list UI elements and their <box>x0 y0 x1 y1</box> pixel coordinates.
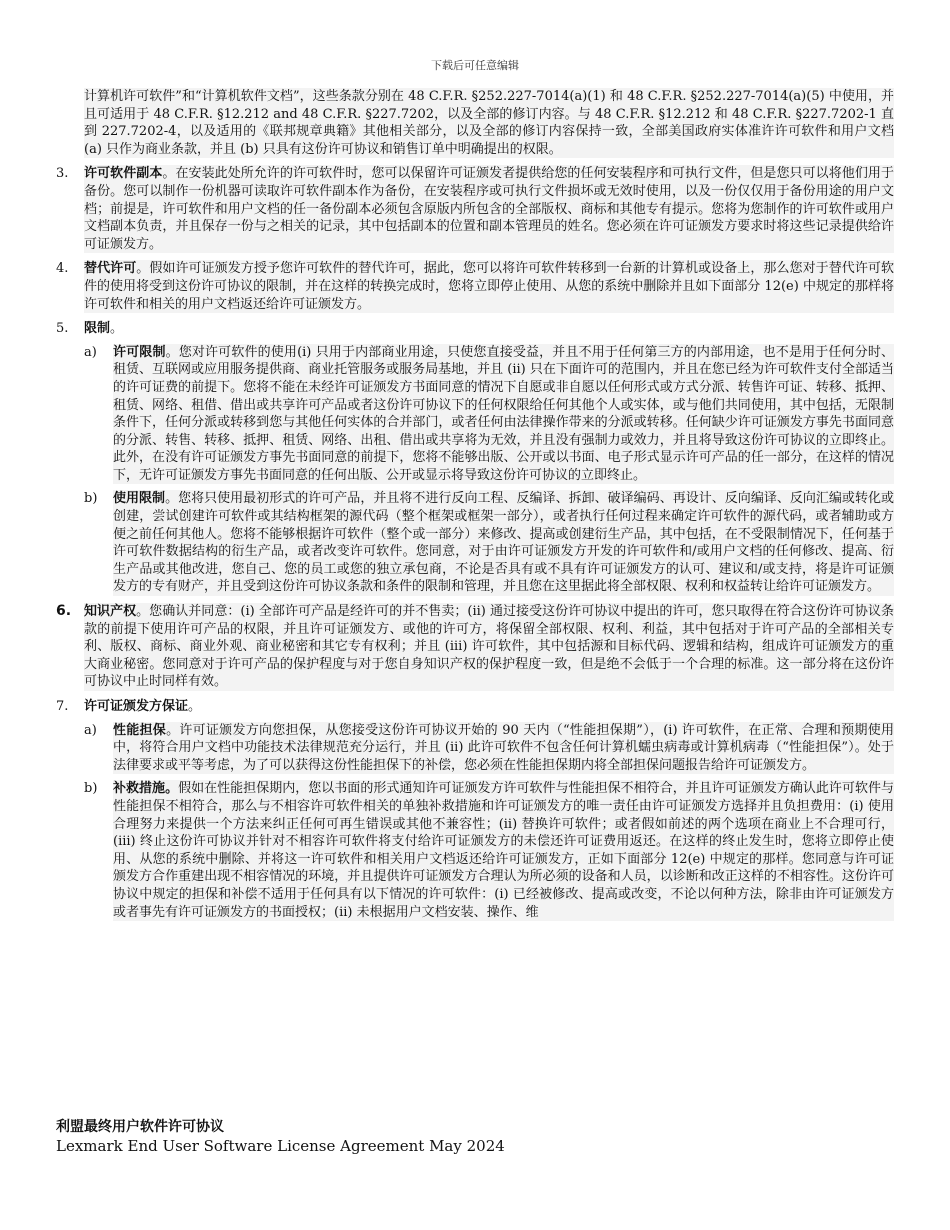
section-title: 知识产权 <box>84 604 137 620</box>
subsection-body <box>113 490 894 596</box>
subsection-number: a) <box>84 344 97 360</box>
section-body <box>84 320 894 338</box>
section-5a <box>84 344 894 485</box>
document-body <box>56 88 894 921</box>
section-text: 。假如许可证颁发方授予您许可软件的替代许可，据此，您可以将许可软件转移到一台新的计算机或设备上，那么您对于替代许可软件的使用将受到这份许可协议的限制，并在这样的转换完成时，您将立即停止使用、从您的系统中删除并且如下面部分 12(e) 中规定的那样将许可软件和相关的用户文档返还给许可证颁发方。 <box>84 261 894 312</box>
section-body <box>84 260 894 313</box>
section-number: 5. <box>56 321 69 337</box>
subsection-text: 。您对许可软件的使用(i) 只用于内部商业用途，只使您直接受益，并且不用于任何第三方的内部用途，也不是用于任何分时、租赁、互联网或应用服务提供商、商业托管服务或服务局基地，并且 (ii) 只在下面许可的范围内，并且在您已经为许可软件支付全部适当的许可证费的前提下。您将不能在未经许可证颁发方书面同意的情况下自愿或非自愿以任何形式或方式分派、转售许可证、转移、抵押、租赁、网络、租借、借出或共享许可产品或者这份许可协议下的任何权限给任何其他个人或实体，或与他们共同使用，其中包括，无限制条件下，任何分派或转移到您与其他任何实体的合并部门，或者任何由法律操作带来的分派或转移。任何缺少许可证颁发方事先书面同意的分派、转售、转移、抵押、租赁、网络、出租、借出或共享将为无效，并且没有强制力或效力，并且将导致这份许可协议的立即终止。此外，在没有许可证颁发方事先书面同意的前提下，您将不能够出版、公开或以书面、电子形式显示许可产品的任一部分，在这样的情况下，无许可证颁发方事先书面同意的任何出版、公开或显示将导致这份许可协议的立即终止。 <box>113 344 894 483</box>
section-number: 6. <box>56 603 72 620</box>
subsection-text: 。您将只使用最初形式的许可产品，并且将不进行反向工程、反编译、拆卸、破译编码、再设计、反向编译、反向汇编或转化或创建，尝试创建许可软件或其结构框架的源代码（整个框架或框架一部分），或者执行任何过程来确定许可软件的源代码，或者辅助或方便之前任何其他人。您将不能够根据许可软件（整个或一部分）来修改、提高或创建衍生产品，其中包括，在不受限制情况下，任何基于许可软件数据结构的衍生产品，或者改变许可软件。您同意，对于由许可证颁发方开发的许可软件和/或用户文档的任何修改、提高、衍生产品或其他改进，您自己、您的员工或您的独立承包商，不论是否具有或不具有许可证颁发方的认可、建议和/或支持，将是许可证颁发方的专有财产，并且受到这份许可协议条款和条件的限制和管理，并且您在这里据此将全部权限、权利和权益转让给许可证颁发方。 <box>113 491 894 595</box>
section-6 <box>56 603 894 691</box>
subsection-body <box>113 344 894 485</box>
section-text: 。您确认并同意：(i) 全部许可产品是经许可的并不售卖；(ii) 通过接受这份许可协议中提出的许可，您只取得在符合这份许可协议条款的前提下使用许可产品的权限，并且许可证颁发方、或他的许可方，将保留全部权限、权利、利益，其中包括对于许可产品的全部相关专利、版权、商标、商业外观、商业秘密和其它专有权利；并且 (iii) 许可软件，其中包括源和目标代码、逻辑和结构，组成许可证颁发方的重大商业秘密。您同意对于许可产品的保护程度与对于您自身知识产权的保护程度一致，但是绝不会低于一个合理的标准。这一部分将在这份许可协议中止时同样有效。 <box>84 604 894 690</box>
section-3 <box>56 165 894 253</box>
section-7a <box>84 722 894 775</box>
section-title: 替代许可 <box>84 261 137 277</box>
section-5 <box>56 320 894 338</box>
subsection-title: 补救措施。 <box>113 781 179 797</box>
footer-title-en: Lexmark End User Software License Agreement May 2024 <box>56 1137 505 1155</box>
section-body <box>84 603 894 691</box>
section-number: 3. <box>56 166 69 182</box>
section-title: 限制 <box>84 321 111 337</box>
section-title: 许可证颁发方保证 <box>84 699 189 714</box>
footer-title-zh: 利盟最终用户软件许可协议 <box>56 1119 224 1135</box>
section-body <box>84 165 894 253</box>
section-number: 4. <box>56 261 69 277</box>
section-7b <box>84 780 894 921</box>
page-header-note: 下载后可任意编辑 <box>431 59 519 72</box>
subsection-title: 许可限制 <box>113 344 166 360</box>
subsection-number: a) <box>84 722 97 738</box>
section-7 <box>56 698 894 716</box>
section-number: 7. <box>56 699 69 714</box>
subsection-number: b) <box>84 491 98 507</box>
subsection-title: 使用限制 <box>113 491 166 507</box>
subsection-body <box>113 722 894 775</box>
page-footer <box>56 1118 505 1156</box>
section-text: 。在安装此处所允许的许可软件时，您可以保留许可证颁发者提供给您的任何安装程序和可执行文件，但是您只可以将他们用于备份。您可以制作一份机器可读取许可软件副本作为备份，在安装程序或可执行文件损坏或无效时使用，以及一份仅仅用于备份用途的用户文档；前提是，许可软件和用户文档的任一备份副本必须包含原版内所包含的全部版权、商标和其他专有提示。您将为您制作的许可软件或用户文档副本负责，并且保存一份与之相关的记录，其中包括副本的位置和副本管理员的姓名。您必须在许可证颁发方要求时将这些记录提供给许可证颁发方。 <box>84 166 894 252</box>
section-body <box>84 698 894 716</box>
intro-paragraph: 计算机许可软件”和“计算机软件文档”，这些条款分别在 48 C.F.R. §252.227-7014(a)(1) 和 48 C.F.R. §252.227-7014(a)(5) 中使用，并且可适用于 48 C.F.R. §12.212 and 48 C.F.R. §227.7202，以及全部的修订内容。与 48 C.F.R. §12.212 和 48 C.F.R. §227.7202-1 直到 227.7202-4，以及适用的《联邦规章典籍》其他相关部分，以及全部的修订内容保持一致，全部美国政府实体准许许可软件和用户文档 (a) 只作为商业条款，并且 (b) 只具有这份许可协议和销售订单中明确提出的权限。 <box>84 89 894 157</box>
subsection-number: b) <box>84 781 98 797</box>
section-4 <box>56 260 894 313</box>
subsection-text: 。许可证颁发方向您担保，从您接受这份许可协议开始的 90 天内（“性能担保期”），(i) 许可软件，在正常、合理和预期使用中，将符合用户文档中功能技术法律规范充分运行，并且 (ii) 此许可软件不包含任何计算机蠕虫病毒或计算机病毒（“性能担保”）。处于法律要求或平等考虑，为了可以获得这份性能担保下的补偿，您必须在性能担保期内将全部担保问题报告给许可证颁发方。 <box>113 722 894 773</box>
subsection-body <box>113 780 894 921</box>
section-text: 。 <box>188 699 202 714</box>
section-text: 。 <box>110 321 124 337</box>
section-5b <box>84 490 894 596</box>
subsection-title: 性能担保 <box>113 722 167 738</box>
subsection-text: 假如在性能担保期内，您以书面的形式通知许可证颁发方许可软件与性能担保不相符合，并且许可证颁发方确认此许可软件与性能担保不相符合，那么与不相容许可软件相关的单独补救措施和许可证颁发方的唯一责任由许可证颁发方选择并且负担费用：(i) 使用合理努力来提供一个方法来纠正任何可再生错误或其他不兼容性；(ii) 替换许可软件；或者假如前述的两个选项在商业上不合理可行，(iii) 终止这份许可协议并针对不相容许可软件将支付给许可证颁发方的未偿还许可证费用返还。在这样的终止发生时，您将立即停止使用、从您的系统中删除、并将这一许可软件和相关用户文档返还给许可证颁发方，正如下面部分 12(e) 中规定的那样。您同意与许可证颁发方合作重建出现不相容情况的环境，并且提供许可证颁发方合理认为所必须的设备和人员，以诊断和改正这样的不相容性。这份许可协议中规定的担保和补偿不适用于任何具有以下情况的许可软件：(i) 已经被修改、提高或改变，不论以何种方法，除非由许可证颁发方或者事先有许可证颁发方的书面授权；(ii) 未根据用户文档安装、操作、维 <box>113 781 894 920</box>
section-title: 许可软件副本 <box>84 166 163 182</box>
